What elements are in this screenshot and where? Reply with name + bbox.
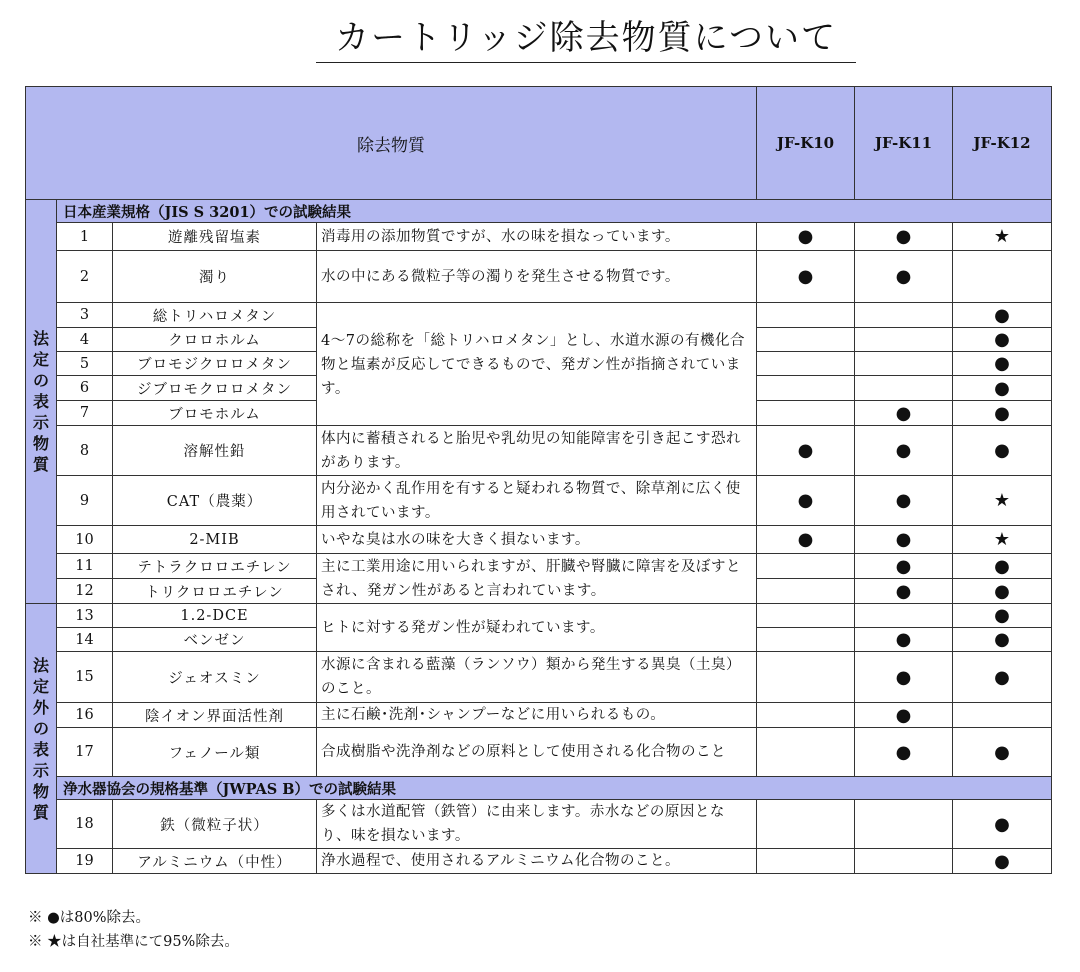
- mark-jf-k11: ●: [855, 703, 953, 728]
- row-number: 17: [57, 728, 113, 777]
- mark-jf-k10: ●: [757, 251, 855, 303]
- group-non-legal: [26, 604, 57, 874]
- row-number: 12: [57, 579, 113, 604]
- mark-jf-k10: [757, 554, 855, 579]
- substance-description: 多くは水道配管（鉄管）に由来します。赤水などの原因となり、味を損ないます。: [317, 800, 757, 849]
- table-row: [26, 604, 1052, 628]
- row-number: 5: [57, 352, 113, 376]
- mark-jf-k12: ●: [953, 352, 1052, 376]
- mark-jf-k12: ★: [953, 526, 1052, 554]
- row-number: 9: [57, 476, 113, 526]
- mark-jf-k12: ●: [953, 376, 1052, 401]
- mark-jf-k10: [757, 376, 855, 401]
- table-row: [26, 526, 1052, 554]
- mark-jf-k11: ●: [855, 476, 953, 526]
- mark-jf-k12: ●: [953, 401, 1052, 426]
- table-row: [26, 223, 1052, 251]
- substance-name: 遊離残留塩素: [113, 223, 317, 251]
- header-row: [26, 87, 1052, 200]
- mark-jf-k10: ●: [757, 223, 855, 251]
- table-row: [26, 800, 1052, 849]
- mark-jf-k11: [855, 800, 953, 849]
- substance-name: アルミニウム（中性）: [113, 849, 317, 874]
- substance-name: ジブロモクロロメタン: [113, 376, 317, 401]
- note-circle: ※ ●は80%除去。: [28, 910, 150, 926]
- row-number: 15: [57, 652, 113, 703]
- substance-name: ジェオスミン: [113, 652, 317, 703]
- substance-name: 総トリハロメタン: [113, 303, 317, 328]
- mark-jf-k10: [757, 303, 855, 328]
- mark-jf-k12: ●: [953, 579, 1052, 604]
- mark-jf-k12: ●: [953, 426, 1052, 476]
- mark-jf-k10: [757, 800, 855, 849]
- mark-jf-k11: [855, 352, 953, 376]
- mark-jf-k10: ●: [757, 426, 855, 476]
- mark-jf-k12: ★: [953, 476, 1052, 526]
- mark-jf-k12: ●: [953, 328, 1052, 352]
- row-number: 11: [57, 554, 113, 579]
- row-number: 4: [57, 328, 113, 352]
- mark-jf-k11: [855, 376, 953, 401]
- substance-name: トリクロロエチレン: [113, 579, 317, 604]
- mark-jf-k12: ●: [953, 652, 1052, 703]
- table-row: [26, 652, 1052, 703]
- mark-jf-k11: ●: [855, 401, 953, 426]
- substance-description: 4～7の総称を「総トリハロメタン」とし、水道水源の有機化合物と塩素が反応してできるもので、発ガン性が指摘されています。: [317, 303, 757, 426]
- mark-jf-k12: ●: [953, 303, 1052, 328]
- substance-name: 陰イオン界面活性剤: [113, 703, 317, 728]
- substance-description: 内分泌かく乱作用を有すると疑われる物質で、除草剤に広く使用されています。: [317, 476, 757, 526]
- substance-name: 2-MIB: [113, 526, 317, 554]
- table-row: [26, 426, 1052, 476]
- mark-jf-k10: [757, 328, 855, 352]
- mark-jf-k12: [953, 703, 1052, 728]
- footnotes: [28, 906, 239, 954]
- row-number: 7: [57, 401, 113, 426]
- header-jf-k12: JF-K12: [953, 87, 1052, 200]
- mark-jf-k11: [855, 604, 953, 628]
- mark-jf-k12: ●: [953, 554, 1052, 579]
- substance-description: 浄水過程で、使用されるアルミニウム化合物のこと。: [317, 849, 757, 874]
- group-legal: [26, 200, 57, 604]
- mark-jf-k11: [855, 849, 953, 874]
- row-number: 14: [57, 628, 113, 652]
- mark-jf-k11: ●: [855, 223, 953, 251]
- mark-jf-k11: ●: [855, 251, 953, 303]
- mark-jf-k12: ●: [953, 728, 1052, 777]
- substance-description: 水源に含まれる藍藻（ランソウ）類から発生する異臭（土臭）のこと。: [317, 652, 757, 703]
- substance-description: ヒトに対する発ガン性が疑われています。: [317, 604, 757, 652]
- row-number: 8: [57, 426, 113, 476]
- mark-jf-k10: [757, 628, 855, 652]
- substance-name: CAT（農薬）: [113, 476, 317, 526]
- substance-description: 体内に蓄積されると胎児や乳幼児の知能障害を引き起こす恐れがあります。: [317, 426, 757, 476]
- mark-jf-k11: [855, 328, 953, 352]
- table-row: [26, 303, 1052, 328]
- substance-description: いやな臭は水の味を大きく損ないます。: [317, 526, 757, 554]
- substance-name: 濁り: [113, 251, 317, 303]
- substance-name: ブロモホルム: [113, 401, 317, 426]
- mark-jf-k10: [757, 579, 855, 604]
- substance-name: 1.2-DCE: [113, 604, 317, 628]
- mark-jf-k12: ●: [953, 849, 1052, 874]
- mark-jf-k10: [757, 703, 855, 728]
- mark-jf-k11: ●: [855, 554, 953, 579]
- table-row: [26, 251, 1052, 303]
- table-row: [26, 703, 1052, 728]
- row-number: 18: [57, 800, 113, 849]
- mark-jf-k11: ●: [855, 628, 953, 652]
- row-number: 1: [57, 223, 113, 251]
- mark-jf-k12: [953, 251, 1052, 303]
- page-title: カートリッジ除去物質について: [316, 14, 856, 63]
- substance-name: テトラクロロエチレン: [113, 554, 317, 579]
- section-jis: 日本産業規格（JIS S 3201）での試験結果: [57, 200, 1052, 223]
- mark-jf-k12: ★: [953, 223, 1052, 251]
- mark-jf-k12: ●: [953, 800, 1052, 849]
- row-number: 13: [57, 604, 113, 628]
- table-row: [26, 554, 1052, 579]
- substance-description: 主に石鹸･洗剤･シャンプーなどに用いられるもの。: [317, 703, 757, 728]
- mark-jf-k10: ●: [757, 526, 855, 554]
- row-number: 16: [57, 703, 113, 728]
- group-non-legal-label: 法 定 外 の 表 示 物 質: [32, 655, 49, 822]
- section-jwpas: 浄水器協会の規格基準（JWPAS B）での試験結果: [57, 777, 1052, 800]
- note-star: ※ ★は自社基準にて95%除去。: [28, 934, 239, 950]
- substance-name: 鉄（微粒子状）: [113, 800, 317, 849]
- substance-name: フェノール類: [113, 728, 317, 777]
- substance-description: 主に工業用途に用いられますが、肝臓や腎臓に障害を及ぼすとされ、発ガン性があると言われています。: [317, 554, 757, 604]
- mark-jf-k11: ●: [855, 426, 953, 476]
- substance-description: 消毒用の添加物質ですが、水の味を損なっています。: [317, 223, 757, 251]
- mark-jf-k10: [757, 652, 855, 703]
- mark-jf-k12: ●: [953, 628, 1052, 652]
- substance-name: ベンゼン: [113, 628, 317, 652]
- mark-jf-k11: ●: [855, 728, 953, 777]
- header-jf-k10: JF-K10: [757, 87, 855, 200]
- row-number: 3: [57, 303, 113, 328]
- row-number: 2: [57, 251, 113, 303]
- mark-jf-k12: ●: [953, 604, 1052, 628]
- mark-jf-k10: [757, 401, 855, 426]
- mark-jf-k11: ●: [855, 579, 953, 604]
- mark-jf-k11: ●: [855, 526, 953, 554]
- table-row: [26, 476, 1052, 526]
- mark-jf-k10: [757, 604, 855, 628]
- row-number: 6: [57, 376, 113, 401]
- table-row: [26, 849, 1052, 874]
- mark-jf-k10: ●: [757, 476, 855, 526]
- header-substance: 除去物質: [26, 87, 757, 200]
- mark-jf-k11: [855, 303, 953, 328]
- substance-name: クロロホルム: [113, 328, 317, 352]
- mark-jf-k10: [757, 728, 855, 777]
- group-legal-label: 法 定 の 表 示 物 質: [32, 329, 49, 474]
- substance-description: 水の中にある微粒子等の濁りを発生させる物質です。: [317, 251, 757, 303]
- row-number: 10: [57, 526, 113, 554]
- substance-description: 合成樹脂や洗浄剤などの原料として使用される化合物のこと: [317, 728, 757, 777]
- header-jf-k11: JF-K11: [855, 87, 953, 200]
- table-row: [26, 728, 1052, 777]
- substance-name: ブロモジクロロメタン: [113, 352, 317, 376]
- row-number: 19: [57, 849, 113, 874]
- mark-jf-k11: ●: [855, 652, 953, 703]
- mark-jf-k10: [757, 849, 855, 874]
- removal-table: [25, 86, 1052, 874]
- mark-jf-k10: [757, 352, 855, 376]
- substance-name: 溶解性鉛: [113, 426, 317, 476]
